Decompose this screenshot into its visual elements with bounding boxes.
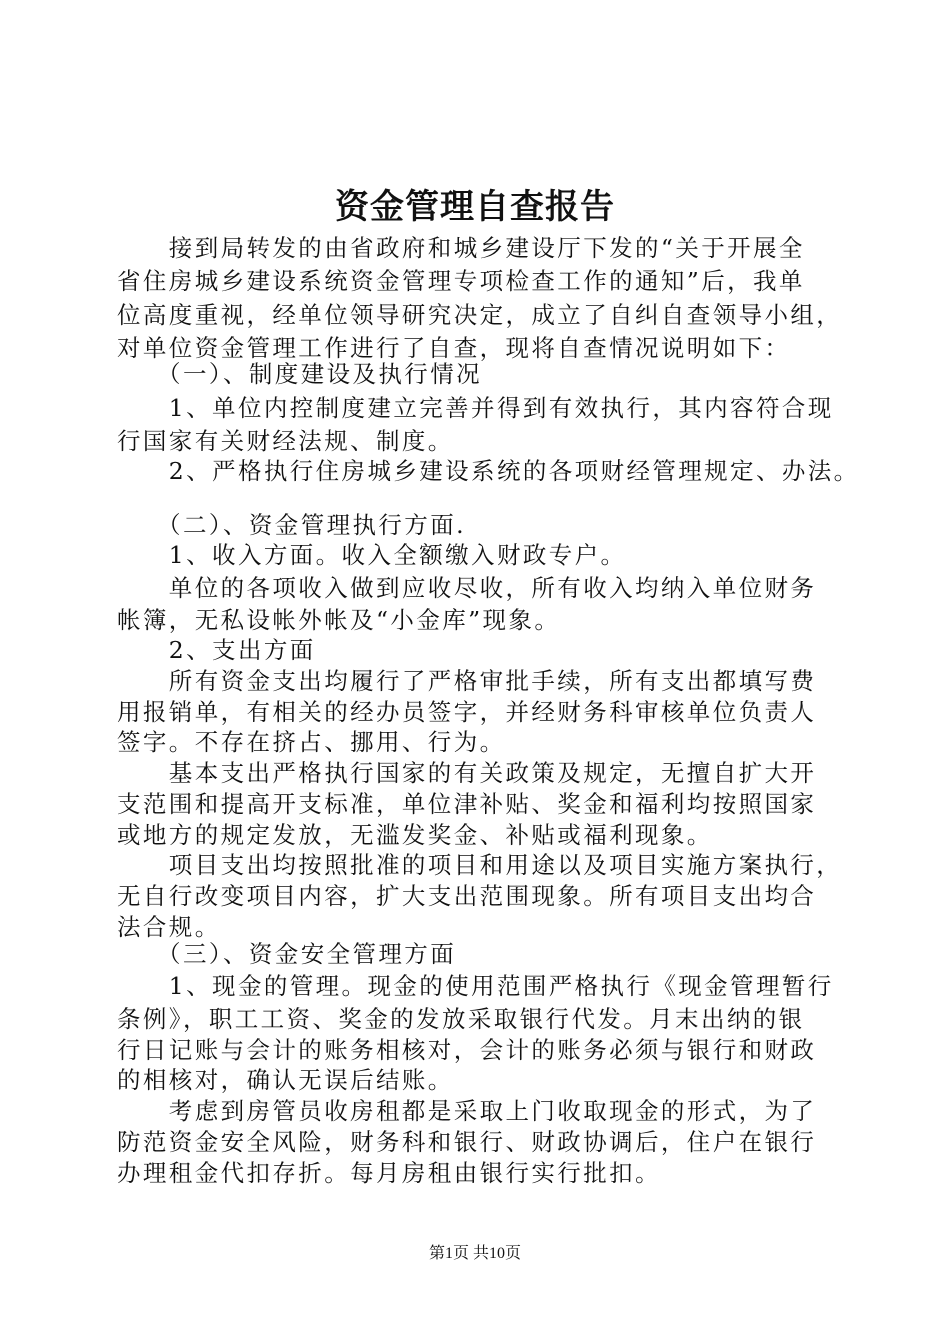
paragraph-line: 签字。不存在挤占、挪用、行为。: [117, 728, 506, 756]
paragraph-line: 所有资金支出均履行了严格审批手续，所有支出都填写费: [117, 667, 817, 695]
paragraph-line: 位高度重视，经单位领导研究决定，成立了自纠自查领导小组，: [117, 301, 843, 329]
paragraph-line: 1、收入方面。收入全额缴入财政专户。: [117, 541, 627, 569]
section-heading: （一）、制度建设及执行情况: [117, 360, 482, 388]
paragraph-line: 省住房城乡建设系统资金管理专项检查工作的通知”后，我单: [117, 267, 805, 295]
paragraph-line: 条例》，职工工资、奖金的发放采取银行代发。月末出纳的银: [117, 1005, 805, 1033]
paragraph-line: 支范围和提高开支标准，单位津补贴、奖金和福利均按照国家: [117, 790, 817, 818]
paragraph-line: 行日记账与会计的账务相核对，会计的账务必须与银行和财政: [117, 1036, 817, 1064]
paragraph-line: 法合规。: [117, 913, 221, 941]
paragraph-line: 2、支出方面: [117, 636, 316, 664]
paragraph-line: 项目支出均按照批准的项目和用途以及项目实施方案执行，: [117, 851, 843, 879]
paragraph-line: 用报销单，有相关的经办员签字，并经财务科审核单位负责人: [117, 698, 817, 726]
paragraph-line: 接到局转发的由省政府和城乡建设厅下发的“关于开展全: [117, 234, 805, 262]
paragraph-line: 对单位资金管理工作进行了自查，现将自查情况说明如下：: [117, 334, 791, 362]
paragraph-line: 帐簿，无私设帐外帐及“小金库”现象。: [117, 606, 561, 634]
paragraph-line: 单位的各项收入做到应收尽收，所有收入均纳入单位财务: [117, 574, 817, 602]
document-title: 资金管理自查报告: [335, 187, 615, 227]
page-number-footer: 第1页 共10页: [428, 1245, 521, 1262]
paragraph-line: 办理租金代扣存折。每月房租由银行实行批扣。: [117, 1159, 661, 1187]
paragraph-line: 基本支出严格执行国家的有关政策及规定，无擅自扩大开: [117, 759, 817, 787]
paragraph-line: 1、单位内控制度建立完善并得到有效执行，其内容符合现: [117, 394, 834, 422]
paragraph-line: 行国家有关财经法规、制度。: [117, 427, 454, 455]
paragraph-line: 2、严格执行住房城乡建设系统的各项财经管理规定、办法。: [117, 457, 860, 485]
section-heading: （三）、资金安全管理方面: [117, 940, 457, 968]
paragraph-line: 防范资金安全风险，财务科和银行、财政协调后，住户在银行: [117, 1128, 817, 1156]
section-heading: （二）、资金管理执行方面.: [117, 511, 466, 539]
paragraph-line: 的相核对，确认无误后结账。: [117, 1066, 454, 1094]
paragraph-line: 考虑到房管员收房租都是采取上门收取现金的形式，为了: [117, 1097, 817, 1125]
paragraph-line: 无自行改变项目内容，扩大支出范围现象。所有项目支出均合: [117, 882, 817, 910]
paragraph-line: 或地方的规定发放，无滥发奖金、补贴或福利现象。: [117, 821, 713, 849]
paragraph-line: 1、现金的管理。现金的使用范围严格执行《现金管理暂行: [117, 972, 834, 1000]
